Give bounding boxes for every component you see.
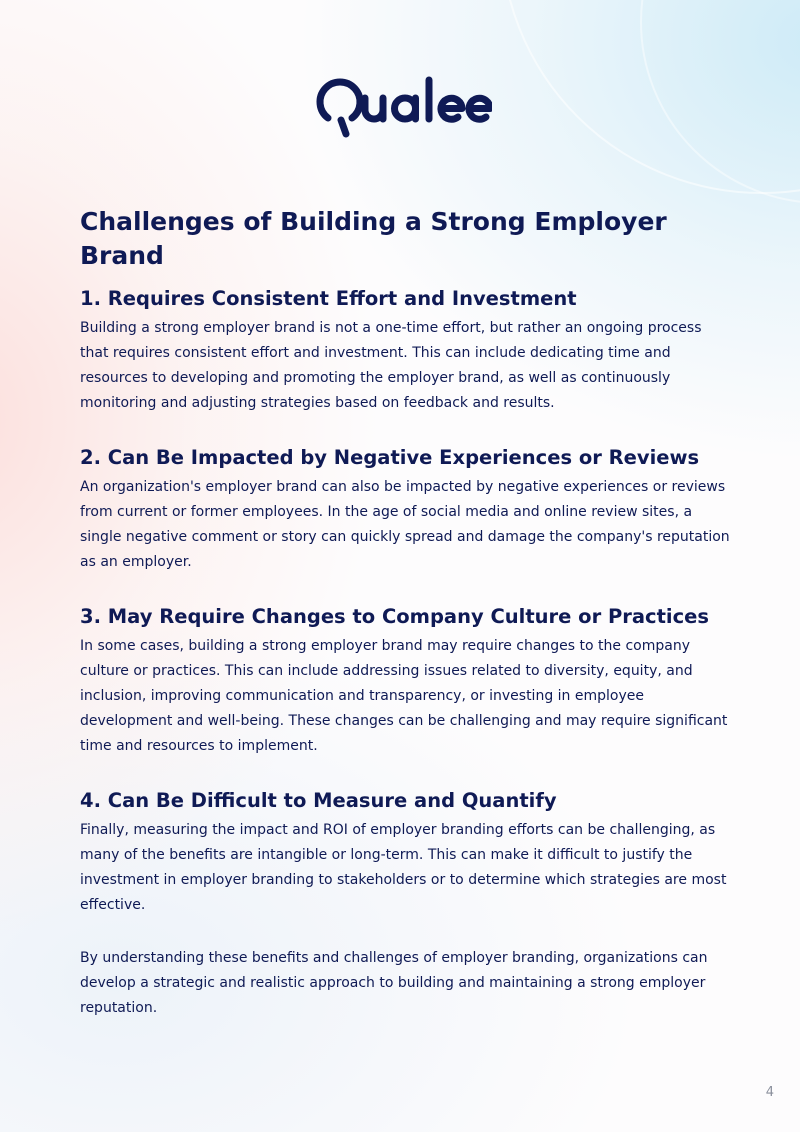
section-body: An organization's employer brand can also be impacted by negative experiences or reviews from current or former employees. In the age of social media and online review sites, a single negative comment or story can quickly spread and damage the company's reputation as an employer. <box>80 479 730 570</box>
page-number: 4 <box>765 1085 774 1100</box>
section-heading: 2. Can Be Impacted by Negative Experiences or Reviews <box>80 446 700 469</box>
closing-paragraph: By understanding these benefits and challenges of employer branding, organizations can develop a strategic and realistic approach to building and maintaining a strong employer reputation. <box>80 950 708 1016</box>
section-2 <box>80 444 730 575</box>
section-3 <box>80 603 730 759</box>
main-content <box>80 205 730 1021</box>
section-heading: 3. May Require Changes to Company Culture or Practices <box>80 605 710 628</box>
section-heading: 1. Requires Consistent Effort and Investment <box>80 287 577 310</box>
section-heading: 4. Can Be Difficult to Measure and Quantify <box>80 789 557 812</box>
section-4 <box>80 787 730 918</box>
section-body: Building a strong employer brand is not a one-time effort, but rather an ongoing process that requires consistent effort and investment. This can include dedicating time and resources to developing and promoting the employer brand, as well as continuously monitoring and adjusting strategies based on feedback and results. <box>80 320 702 411</box>
qualee-logo <box>310 74 492 144</box>
section-body: Finally, measuring the impact and ROI of employer branding efforts can be challenging, as many of the benefits are intangible or long-term. This can make it difficult to justify the investment in employer branding to stakeholders or to determine which strategies are most effective. <box>80 822 727 913</box>
page-title: Challenges of Building a Strong Employer Brand <box>80 207 667 270</box>
section-body: In some cases, building a strong employer brand may require changes to the company culture or practices. This can include addressing issues related to diversity, equity, and inclusion, improving communication and transparency, or investing in employee development and well-being. These changes can be challenging and may require significant time and resources to implement. <box>80 638 728 754</box>
section-1 <box>80 285 730 416</box>
